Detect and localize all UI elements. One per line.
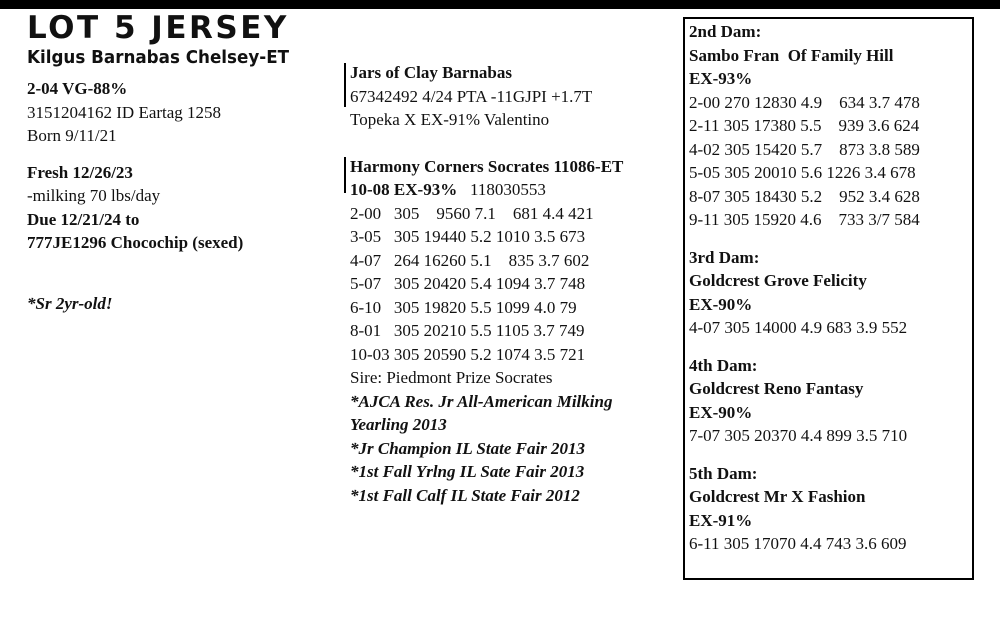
ancestor-4th-dam: [689, 354, 920, 448]
dam-honor: *Jr Champion IL State Fair 2013: [350, 438, 586, 458]
dam-honor: *1st Fall Yrlng IL Sate Fair 2013: [350, 462, 585, 481]
ancestor-classification: EX-90%: [689, 402, 753, 422]
sire-bracket: [344, 63, 346, 107]
ancestor-name: Goldcrest Reno Fantasy: [689, 379, 864, 398]
ancestor-name: Sambo Fran Of Family Hill: [689, 45, 894, 65]
ancestor-record: 8-07 305 18430 5.2 952 3.4 628: [689, 186, 920, 206]
ancestor-3rd-dam: [689, 246, 920, 340]
cow-name: Kilgus Barnabas Chelsey-ET: [27, 47, 290, 68]
sire-pedigree: Topeka X EX-91% Valentino: [350, 110, 550, 129]
ancestor-record: 6-11 305 17070 4.4 743 3.6 609: [689, 534, 907, 553]
ancestor-record: 9-11 305 15920 4.6 733 3/7 584: [689, 210, 920, 229]
dam-honor: *AJCA Res. Jr All-American Milking: [350, 391, 613, 411]
dam-sire: Sire: Piedmont Prize Socrates: [350, 368, 553, 387]
cow-birth-date: Born 9/11/21: [27, 126, 117, 145]
ancestor-heading: 3rd Dam:: [689, 247, 760, 267]
ancestor-classification: EX-93%: [689, 69, 753, 88]
cow-classification: 2-04 VG-88%: [27, 79, 128, 98]
ancestor-5th-dam: [689, 462, 920, 556]
dam-class-row: [350, 178, 623, 202]
dam-record: 10-03 305 20590 5.2 1074 3.5 721: [350, 344, 586, 364]
cow-details: [27, 77, 243, 315]
fresh-date: Fresh 12/26/23: [27, 162, 133, 182]
ancestor-record: 4-02 305 15420 5.7 873 3.8 589: [689, 139, 920, 159]
ancestor-classification: EX-90%: [689, 294, 753, 314]
dam-record: 8-01 305 20210 5.5 1105 3.7 749: [350, 321, 585, 340]
ancestor-record: 5-05 305 20010 5.6 1226 3.4 678: [689, 163, 916, 182]
dam-classification: 10-08 EX-93%: [350, 180, 458, 199]
dam-honor: *1st Fall Calf IL State Fair 2012: [350, 485, 580, 505]
pedigree-middle: [350, 61, 623, 507]
due-sire: 777JE1296 Chocochip (sexed): [27, 233, 244, 252]
ancestor-heading: 2nd Dam:: [689, 22, 762, 41]
ancestor-2nd-dam: [689, 20, 920, 232]
ancestor-heading: 4th Dam:: [689, 355, 758, 375]
dam-registration: 118030553: [469, 180, 546, 199]
milking-rate: -milking 70 lbs/day: [27, 186, 161, 205]
ancestor-record: 7-07 305 20370 4.4 899 3.5 710: [689, 426, 908, 445]
ancestor-name: Goldcrest Grove Felicity: [689, 271, 867, 290]
dam-record: 5-07 305 20420 5.4 1094 3.7 748: [350, 274, 586, 293]
sire-info: 67342492 4/24 PTA -11GJPI +1.7T: [350, 86, 593, 106]
dam-record: 4-07 264 16260 5.1 835 3.7 602: [350, 250, 590, 270]
dam-honor: Yearling 2013: [350, 415, 447, 434]
dam-name: Harmony Corners Socrates 11086-ET: [350, 156, 624, 176]
dam-record: 3-05 305 19440 5.2 1010 3.5 673: [350, 227, 586, 246]
cow-registration: 3151204162 ID Eartag 1258: [27, 102, 222, 122]
lot-title: LOT 5 JERSEY: [27, 10, 289, 46]
ancestor-heading: 5th Dam:: [689, 463, 758, 483]
ancestor-classification: EX-91%: [689, 510, 753, 530]
cow-note: *Sr 2yr-old!: [27, 293, 113, 313]
dam-bracket: [344, 157, 346, 193]
dam-record: 2-00 305 9560 7.1 681 4.4 421: [350, 203, 594, 223]
ancestor-record: 4-07 305 14000 4.9 683 3.9 552: [689, 318, 908, 337]
due-date: Due 12/21/24 to: [27, 209, 140, 229]
ancestor-record: 2-11 305 17380 5.5 939 3.6 624: [689, 116, 920, 135]
dam-record: 6-10 305 19820 5.5 1099 4.0 79: [350, 297, 577, 317]
dam-records: [350, 202, 623, 367]
ancestors-column: [689, 20, 920, 570]
ancestor-record: 2-00 270 12830 4.9 634 3.7 478: [689, 92, 920, 112]
sire-name: Jars of Clay Barnabas: [350, 63, 512, 82]
ancestor-name: Goldcrest Mr X Fashion: [689, 487, 866, 506]
